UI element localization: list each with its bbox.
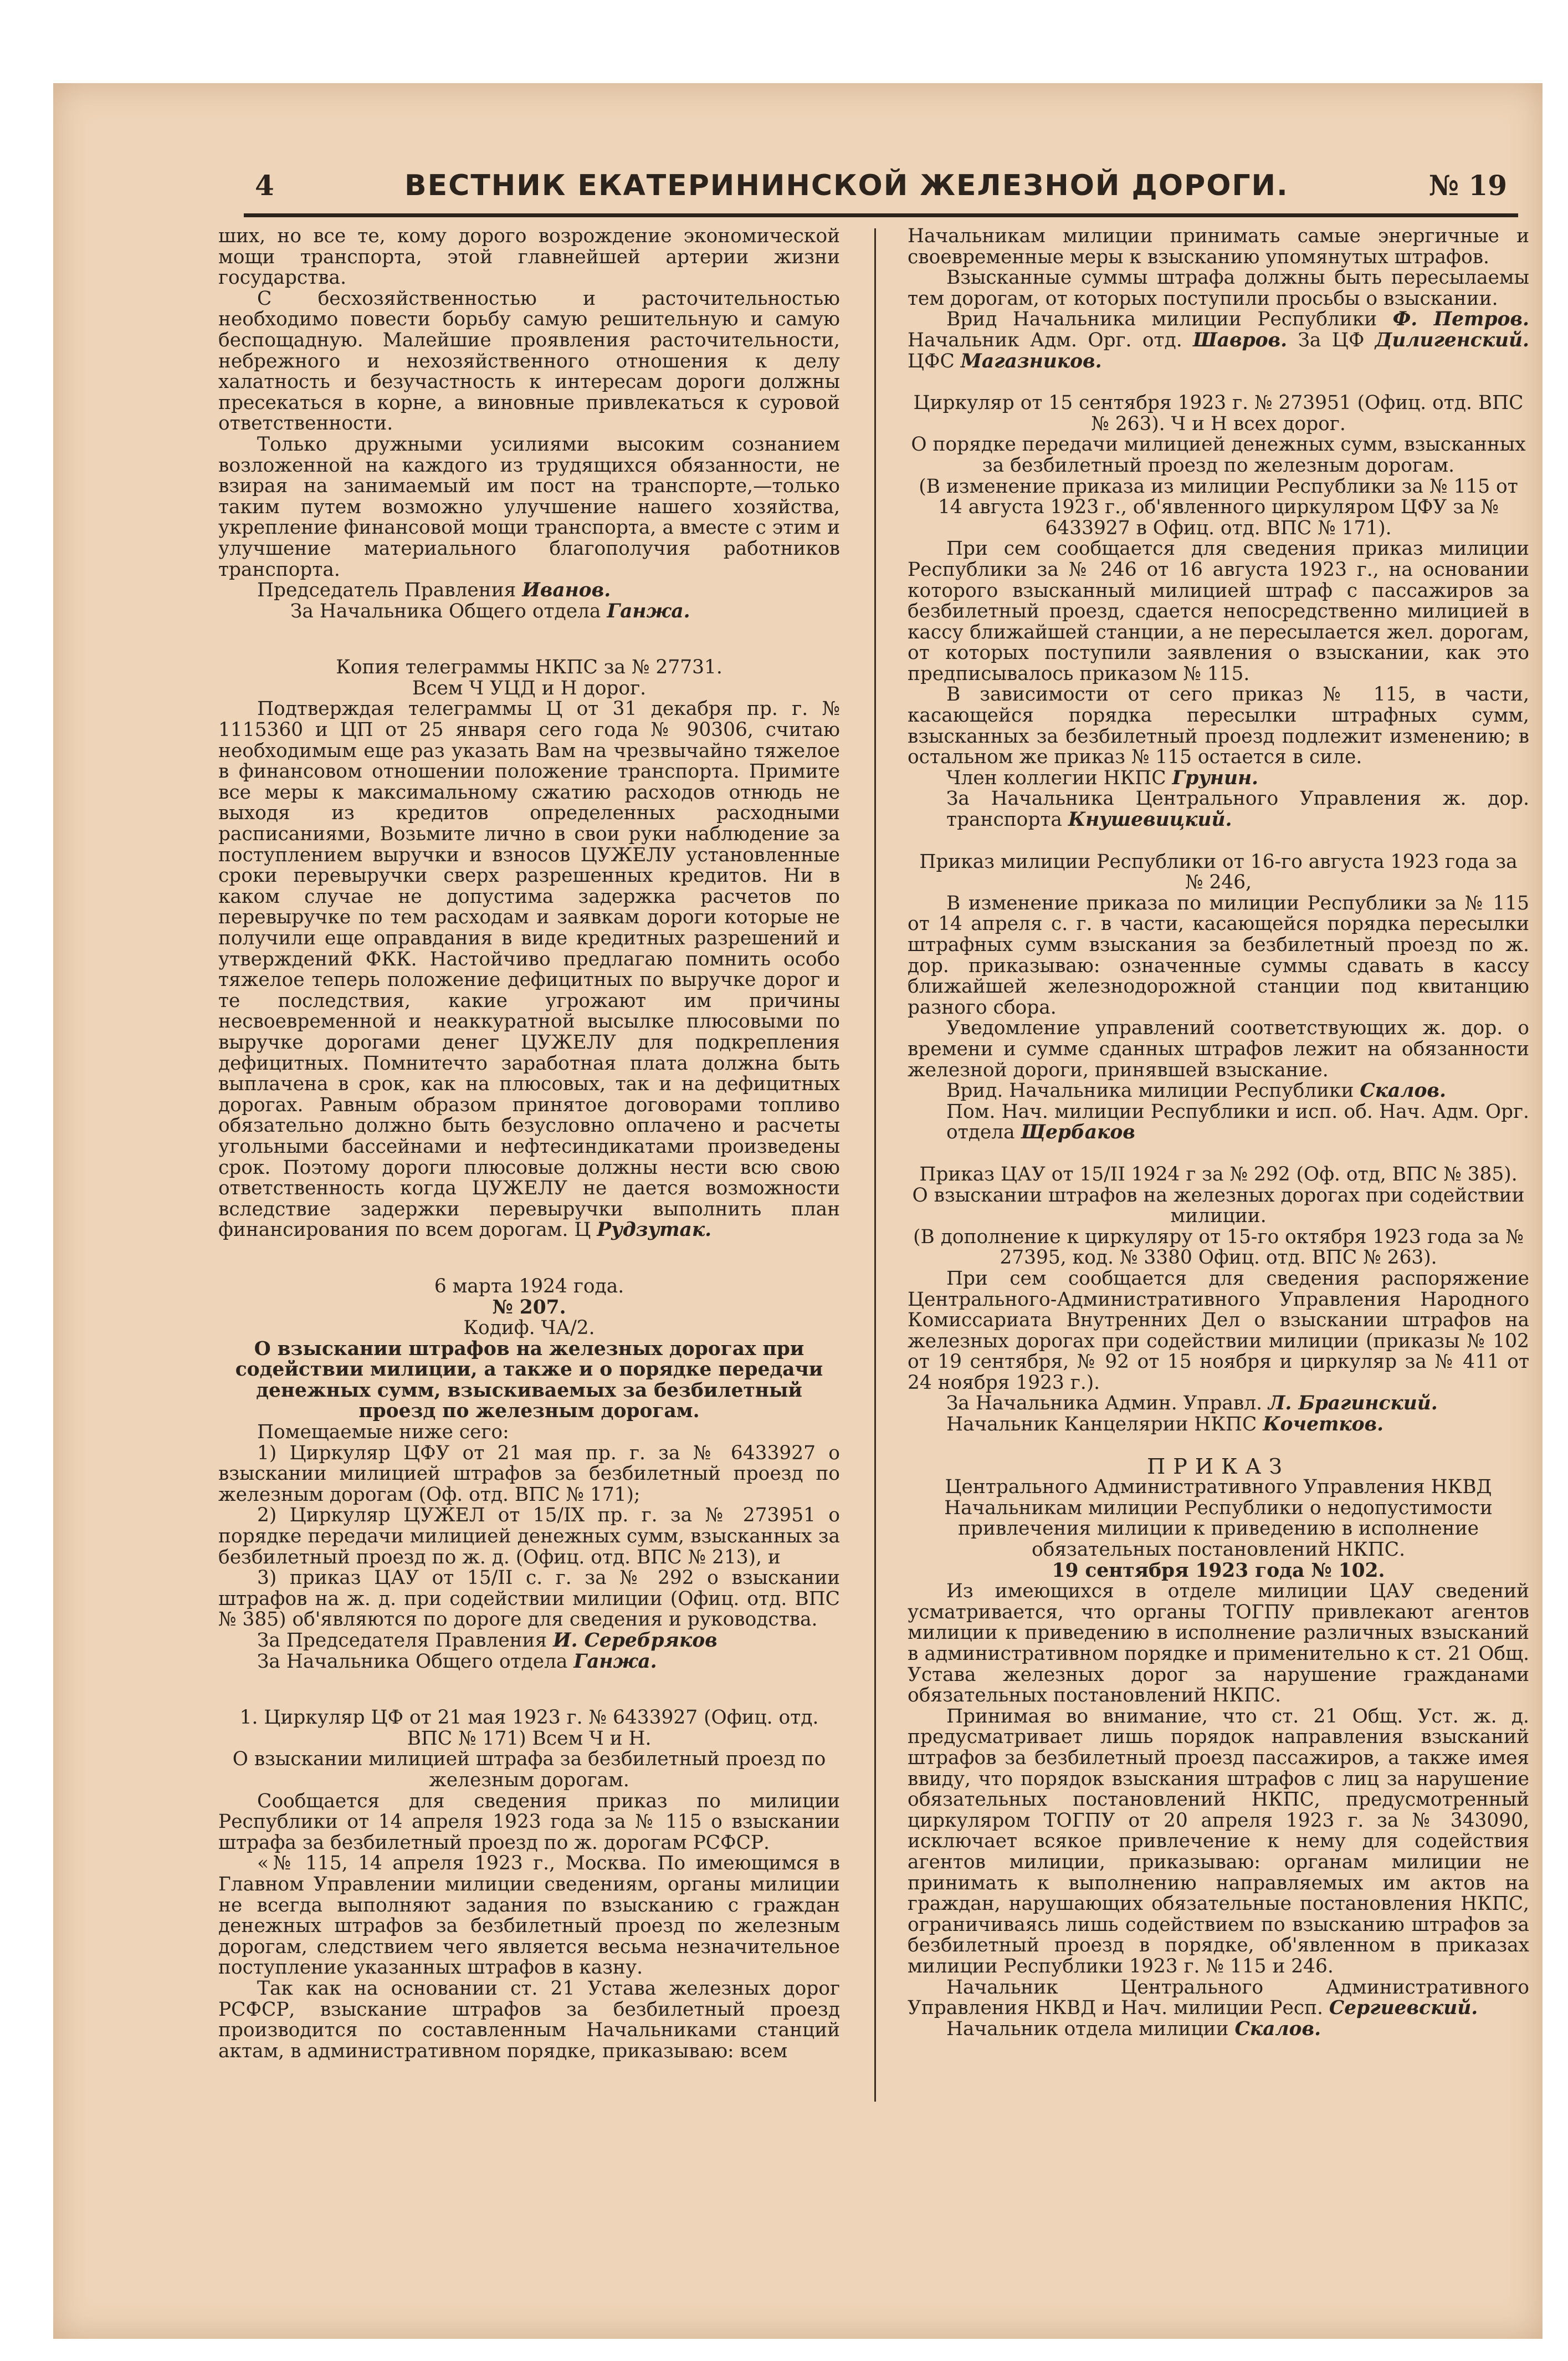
text-paragraph: В изменение приказа по милиции Республики за № 115 от 14 апреля с. г. в части, касающейся порядка пересылки штрафных сумм взыскания за безбилетный проезд по ж. дор. приказываю: означенные суммы сдавать в кассу ближайшей железнодорожной станции под квитанцию разного сбора. xyxy=(908,892,1529,1019)
right-column xyxy=(908,226,1529,2040)
left-column xyxy=(218,226,840,2062)
text-paragraph: С бесхозяйственностью и расточительностью необходимо повести борьбу самую решительную и самую беспощадную. Малейшие проявления расточительности, небрежного и нехозяйственного отношения к делу халатность и безучастность к интересам дороги должны пресекаться в корне, а виновные привлекаться к суровой ответственности. xyxy=(218,287,840,435)
text-paragraph: Так как на основании ст. 21 Устава железных дорог РСФСР, взыскание штрафов за безбилетный проезд производится по составленным Начальниками станций актам, в административном порядке, приказываю: всем xyxy=(218,1977,840,2062)
order-title: О взыскании штрафов на железных дорогах при содействии милиции, а также и о порядке передачи денежных сумм, взыскиваемых за безбилетный проезд по железным дорогам. xyxy=(235,1337,823,1423)
page-number: 4 xyxy=(255,169,275,202)
section-heading: 1. Циркуляр ЦФ от 21 мая 1923 г. № 6433927 (Офиц. отд. ВПС № 171) Всем Ч и Н. xyxy=(239,1706,819,1750)
section-subheading: О порядке передачи милицией денежных сумм, взысканных за безбилетный проезд по железным дорогам. xyxy=(911,433,1526,477)
text-paragraph: Только дружными усилиями высоким сознанием возложенной на каждого из трудящихся обязанности, не взирая на занимаемый им пост на транспорте,—только таким путем возможно улучшение нашего хозяйства, укрепление финансовой мощи транспорта, а вместе с этим и улучшение материального благополучия работников транспорта. xyxy=(218,433,840,581)
section-heading: Приказ ЦАУ от 15/II 1924 г за № 292 (Оф. отд, ВПС № 385). xyxy=(919,1163,1518,1185)
header-rule xyxy=(244,213,1518,217)
text-paragraph: «№ 115, 14 апреля 1923 г., Москва. По имеющимся в Главном Управлении милиции сведениям, органы милиции не всегда выполняют задания по взысканию с граждан денежных штрафов за безбилетный проезд по железным дорогам, следствием чего является весьма незначительное поступление указанных штрафов в казну. xyxy=(218,1852,840,1979)
list-item: 2) Циркуляр ЦУЖЕЛ от 15/IX пр. г. за № 273951 о порядке передачи милицией денежных сумм, взысканных за безбилетный проезд по ж. д. (Офиц. отд. ВПС № 213), и xyxy=(218,1504,840,1568)
section-subheading: О взыскании штрафов на железных дорогах при содействии милиции. xyxy=(912,1184,1525,1228)
section-subheading: Всем Ч УЦД и Н дорог. xyxy=(412,677,647,699)
signature-line: Врид. Начальника милиции Республики Скалов. xyxy=(946,1080,1446,1102)
order-date: 6 марта 1924 года. xyxy=(434,1275,624,1297)
text-paragraph: Из имеющихся в отделе милиции ЦАУ сведений усматривается, что органы ТОГПУ привлекают агентов милиции к приведению в исполнение различных взысканий в административном порядке и применительно к ст. 21 Общ. Устава железных дорог за нарушение гражданами обязательных постановлений НКПС. xyxy=(908,1580,1529,1707)
section-heading: Циркуляр от 15 сентября 1923 г. № 273951 (Офиц. отд. ВПС № 263). Ч и Н всех дорог. xyxy=(913,392,1524,435)
text-paragraph: Сообщается для сведения приказ по милиции Республики от 14 апреля 1923 года за № 115 о взыскании штрафа за безбилетный проезд по ж. дорогам РСФСР. xyxy=(218,1790,840,1854)
section-note: (В дополнение к циркуляру от 15-го октября 1923 года за № 27395, код. № 3380 Офиц. отд. ВПС № 263). xyxy=(913,1225,1524,1269)
signature-block: Врид Начальника милиции Республики Ф. Петров. Начальник Адм. Орг. отд. Шавров. За ЦФ Дилигенский. ЦФС Магазников. xyxy=(908,308,1529,372)
signature-line: Начальник Канцелярии НКПС Кочетков. xyxy=(946,1413,1384,1436)
order-date: 19 сентября 1923 года № 102. xyxy=(1052,1559,1385,1582)
text-paragraph: При сем сообщается для сведения распоряжение Центрального-Административного Управления Народного Комиссариата Внутренних Дел о взыскании штрафов на железных дорогах при содействии милиции (приказы № 102 от 19 сентября, № 92 от 15 ноября и циркуляр за № 411 от 24 ноября 1923 г.). xyxy=(908,1267,1529,1394)
signature-line: Пом. Нач. милиции Республики и исп. об. Нач. Адм. Орг. отдела Щербаков xyxy=(946,1100,1529,1144)
text-paragraph: Уведомление управлений соответствующих ж. дор. о времени и сумме сданных штрафов лежит на обязанности железной дороги, принявшей взыскание. xyxy=(908,1017,1529,1081)
text-paragraph: Подтверждая телеграммы Ц от 31 декабря пр. г. № 1115360 и ЦП от 25 января сего года № 90306, считаю необходимым еще раз указать Вам на чрезвычайно тяжелое в финансовом отношении положение транспорта. Примите все меры к максимальному сжатию расходов отнюдь не выходя из кредитов определенных расходными расписаниями, Возьмите лично в свои руки наблюдение за поступлением выручки и взносов ЦУЖЕЛУ установленные сроки перевыручки сверх разрешенных кредитов. Ни в каком случае не допустима задержка расчетов по перевыручке по тем расходам и заявкам дороги которые не получили еще оправдания в виде кредитных разрешений и утверждений ФКК. Настойчиво предлагаю помнить особо тяжелое теперь положение дефицитных по выручке дорог и те последствия, какие угрожают им причины несвоевременной и неаккуратной высылке плюсовыми по выручке дорогами денег ЦУЖЕЛУ для подкрепления дефицитных. Помнитечто заработная плата должна быть выплачена в срок, как на плюсовых, так и на дефицитных дорогах. Равным образом принятое договорами топливо обязательно должно быть безусловно оплачено и расчеты угольными бассейнами и нефтесиндикатами произведены срок. Поэтому дороги плюсовые должны нести всю свою ответственность когда ЦУЖЕЛУ не дается возможности вследствие задержки перевыручки выполнить план финансирования по всем дорогам. Ц Рудзутак. xyxy=(218,698,840,1241)
order-title: Центрального Административного Управления НКВД Начальникам милиции Республики о недопустимости привлечения милиции к приведению в исполнение обязательных постановлений НКПС. xyxy=(944,1476,1493,1561)
section-heading: Копия телеграммы НКПС за № 27731. xyxy=(336,656,722,679)
signature-line: За Начальника Общего отдела Ганжа. xyxy=(257,1650,657,1673)
order-heading: ПРИКАЗ xyxy=(1147,1454,1290,1479)
text-paragraph: Помещаемые ниже сего: xyxy=(257,1421,509,1444)
order-codification: Кодиф. ЧА/2. xyxy=(463,1317,595,1340)
text-paragraph: При сем сообщается для сведения приказ милиции Республики за № 246 от 16 августа 1923 г., на основании которого взысканный милицией штраф с пассажиров за безбилетный проезд, сдается непосредственно милицией в кассу ближайшей станции, а не пересылается жел. дорогам, от которых поступили заявления о взыскании, как это предписывалось приказом № 115. xyxy=(908,538,1529,685)
text-paragraph: В зависимости от сего приказ № 115, в части, касающейся порядка пересылки штрафных сумм, взысканных за безбилетный проезд подлежит изменению; в остальном же приказ № 115 остается в силе. xyxy=(908,683,1529,769)
signature-line: За Председателя Правления И. Серебряков xyxy=(257,1629,718,1652)
signature-line: Начальник отдела милиции Скалов. xyxy=(946,2017,1321,2040)
signature-line: За Начальника Общего отдела Ганжа. xyxy=(290,600,690,622)
issue-number: № 19 xyxy=(1428,169,1507,202)
publication-title: ВЕСТНИК ЕКАТЕРИНИНСКОЙ ЖЕЛЕЗНОЙ ДОРОГИ. xyxy=(404,169,1289,202)
column-divider xyxy=(874,228,876,2102)
text-paragraph: Принимая во внимание, что ст. 21 Общ. Уст. ж. д. предусматривает лишь порядок направления взысканий штрафов за безбилетный проезд пассажиров, а также имея ввиду, что порядок взыскания штрафов с лиц за нарушение обязательных постановлений НКПС, предусмотренный циркуляром ТОГПУ от 20 апреля 1923 г. за № 343090, исключает всякое привлечение к нему для содействия агентов милиции, приказываю: органам милиции не принимать к выполнению направляемых им актов на граждан, нарушающих обязательные постановления НКПС, ограничиваясь лишь содействием по взысканию штрафов за безбилетный проезд в порядке, об'явленном в приказах милиции Республики 1923 г. № 115 и 246. xyxy=(908,1705,1529,1977)
order-number: № 207. xyxy=(492,1296,566,1319)
signature-line: Начальник Центрального Административного Управления НКВД и Нач. милиции Респ. Сергиевский. xyxy=(908,1976,1529,2020)
signature-line: Председатель Правления Иванов. xyxy=(257,579,611,602)
signature-line: Член коллегии НКПС Грунин. xyxy=(946,766,1258,789)
list-item: 1) Циркуляр ЦФУ от 21 мая пр. г. за № 6433927 о взыскании милицией штрафов за безбилетный проезд по железным дорогам (Оф. отд. ВПС № 171); xyxy=(218,1442,840,1506)
list-item: 3) приказ ЦАУ от 15/II с. г. за № 292 о взыскании штрафов на ж. д. при содействии милиции (Офиц. отд. ВПС № 385) об'являются по дороге для сведения и руководства. xyxy=(218,1567,840,1631)
section-subheading: О взыскании милицией штрафа за безбилетный проезд по железным дорогам. xyxy=(232,1748,826,1791)
section-note: (В изменение приказа из милиции Республики за № 115 от 14 августа 1923 г., об'явленного циркуляром ЦФУ за № 6433927 в Офиц. отд. ВПС № 171). xyxy=(919,475,1518,539)
page-header xyxy=(255,169,1524,213)
text-paragraph: Взысканные суммы штрафа должны быть пересылаемы тем дорогам, от которых поступили просьбы о взыскании. xyxy=(908,267,1529,310)
section-heading: Приказ милиции Республики от 16-го августа 1923 года за № 246, xyxy=(919,850,1518,894)
text-paragraph: Начальникам милиции принимать самые энергичные и своевременные меры к взысканию упомянутых штрафов. xyxy=(908,225,1529,268)
signature-line: За Начальника Центрального Управления ж. дор. транспорта Кнушевицкий. xyxy=(946,788,1529,831)
signature-line: За Начальника Админ. Управл. Л. Брагинский. xyxy=(946,1392,1438,1415)
text-paragraph: ших, но все те, кому дорого возрождение экономической мощи транспорта, этой главнейшей артерии жизни государства. xyxy=(218,225,840,289)
